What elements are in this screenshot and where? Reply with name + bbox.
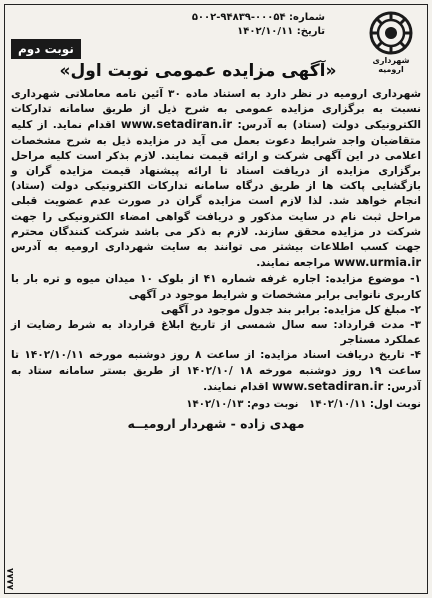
first-round-label: نوبت اول: xyxy=(369,399,421,411)
first-round-date: ۱۴۰۲/۱۰/۱۱ xyxy=(309,399,367,411)
round-badge: نوبت دوم xyxy=(11,39,81,59)
signature: مهدی زاده - شهردار ارومیــه xyxy=(127,416,305,432)
item-label: ۲- مبلغ کل مزایده: xyxy=(323,303,421,316)
second-round-label: نوبت دوم: xyxy=(247,399,299,411)
date-label: تاریخ: xyxy=(296,26,325,37)
publication-dates xyxy=(11,397,421,412)
intro-text-2: اقدام نماید. از کلیه متقاضیان واجد شرایط دعوت بعمل می آید در مزایده ذیل به شرح مشخصات اعلامی در این آگهی شرکت و ارائه قیمت نمایند. لازم بذکر است کلیه مراحل برگزاری مزایده از دریافت اسناد تا ارائه پیشنهاد قیمت مزایده گران و بازگشایی پاکت ها از طریق درگاه سامانه تدارکات الکترونیکی دولت (ستاد) انجام خواهد شد. لذا لازم است مزایده گران در صورت عدم عضویت قبلی مراحل ثبت نام در سایت مذکور و دریافت گواهی امضاء الکترونیکی را جهت شرکت در مزایده محقق سازند. لازم به ذکر می باشد شرکت کنندگان محترم جهت کسب اطلاعات بیشتر می توانند به سایت شهرداری ارومیه به آدرس xyxy=(11,119,421,254)
auction-items xyxy=(11,272,421,395)
item-text: برابر بند جدول موجود در آگهی xyxy=(160,303,320,316)
item-label: ۴- تاریخ دریافت اسناد مزایده: xyxy=(260,349,421,362)
date-value: ۱۴۰۲/۱۰/۱۱ xyxy=(237,26,294,37)
reference-date xyxy=(192,25,325,39)
notice-title: «آگهی مزایده عمومی نوبت اول» xyxy=(59,61,337,81)
notice-frame xyxy=(4,4,428,594)
setadiran-link[interactable]: www.setadiran.ir xyxy=(120,117,233,132)
intro-paragraph xyxy=(11,87,421,271)
list-item xyxy=(11,303,421,318)
notice-body xyxy=(11,87,421,431)
list-item xyxy=(11,318,421,348)
reference-number xyxy=(192,11,325,25)
second-round-date: ۱۴۰۲/۱۰/۱۳ xyxy=(186,399,244,411)
item-text: سه سال شمسی از تاریخ ابلاغ قرارداد به شرط رضایت از عملکرد مستاجر xyxy=(11,319,421,347)
logo-caption: شهرداری ارومیه xyxy=(372,56,410,74)
urmia-link[interactable]: www.urmia.ir xyxy=(333,255,421,270)
number-label: شماره: xyxy=(289,12,325,23)
item-text: از ساعت ۸ روز دوشنبه مورخه ۱۴۰۲/۱۰/۱۱ تا ساعت ۱۹ روز دوشنبه مورخه ۱۸ /۱۴۰۲/۱۰ از طریق بستر سامانه ستاد به آدرس: xyxy=(11,349,421,393)
reference-meta xyxy=(192,11,325,39)
intro-text-1: شهرداری ارومیه در نظر دارد به استناد ماده ۳۰ آئین نامه معاملاتی شهرداری نسبت به برگزاری مزایده عمومی به شرح ذیل از طریق سامانه تدارکات الکترونیکی دولت (ستاد) به آدرس: xyxy=(11,88,421,132)
item-tail: اقدام نمایند. xyxy=(203,380,269,393)
intro-text-3: مراجعه نمایند. xyxy=(256,257,331,270)
number-value: ۵۰۰۲-۹۴۸۳۹-۰۰۰۵۴ xyxy=(191,12,286,23)
item-label: ۳- مدت قرارداد: xyxy=(333,319,421,332)
setadiran-link-2[interactable]: www.setadiran.ir xyxy=(272,378,384,393)
item-text: اجاره غرفه شماره ۴۱ از بلوک ۱۰ میدان میوه و تره بار با کاربری نانوایی برابر مشخصات و شرایط موجود در آگهی xyxy=(11,273,421,301)
list-item xyxy=(11,348,421,395)
list-item xyxy=(11,272,421,302)
municipality-logo-icon xyxy=(369,11,413,55)
item-label: ۱- موضوع مزایده: xyxy=(325,273,421,286)
side-code: ۸۸۸۸ xyxy=(6,568,16,590)
